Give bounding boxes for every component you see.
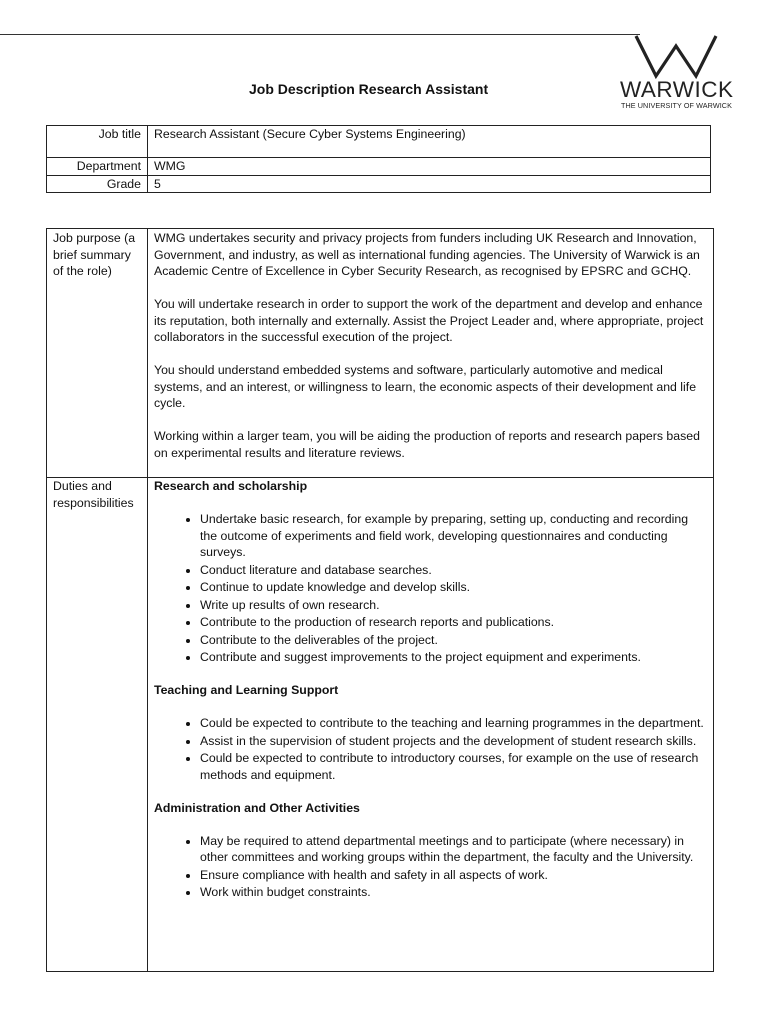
job-title-row	[47, 126, 711, 158]
list-item: • Could be expected to contribute to introductory courses, for example on the use of research methods and equipment.	[200, 750, 707, 783]
job-summary-table	[46, 125, 711, 193]
list-item: • Contribute and suggest improvements to the project equipment and experiments.	[200, 649, 707, 666]
list-item: • Undertake basic research, for example by preparing, setting up, conducting and recording the outcome of experiments and field work, developing questionnaires and conducting surveys.	[200, 511, 707, 561]
purpose-paragraph: You should understand embedded systems and software, particularly automotive and medical systems, and an interest, or willingness to learn, the economic aspects of their development and life cycle.	[154, 363, 697, 410]
purpose-paragraph: WMG undertakes security and privacy projects from funders including UK Research and Innovation, Government, and industry, as well as international funding agencies. The University of Warwick is an Academic Centre of Excellence in Cyber Security Research, as recognised by EPSRC and GCHQ.	[154, 231, 700, 278]
section-heading-teaching: Teaching and Learning Support	[154, 683, 339, 697]
logo-subtitle: THE UNIVERSITY OF WARWICK	[621, 101, 732, 110]
grade-value: 5	[148, 175, 711, 193]
job-purpose-label: Job purpose (a brief summary of the role)	[47, 229, 148, 478]
department-row	[47, 158, 711, 176]
administration-list	[154, 833, 707, 901]
warwick-logo	[618, 34, 742, 112]
job-title-label: Job title	[47, 126, 148, 158]
header-rule	[0, 34, 640, 35]
duties-label: Duties and responsibilities	[47, 478, 148, 972]
list-item: • Continue to update knowledge and develop skills.	[200, 579, 707, 596]
list-item: • Contribute to the production of research reports and publications.	[200, 614, 707, 631]
document-title: Job Description Research Assistant	[249, 81, 489, 97]
list-item: • Contribute to the deliverables of the project.	[200, 632, 707, 649]
job-title-value: Research Assistant (Secure Cyber Systems Engineering)	[148, 126, 711, 158]
department-value: WMG	[148, 158, 711, 176]
warwick-logo-mark-icon	[618, 34, 742, 80]
list-item: • Assist in the supervision of student projects and the development of student research skills.	[200, 733, 707, 750]
list-item: • Work within budget constraints.	[200, 884, 707, 901]
job-purpose-content	[148, 229, 714, 478]
list-item: • May be required to attend departmental meetings and to participate (where necessary) in other committees and working groups within the department, the faculty and the University.	[200, 833, 707, 866]
duties-content	[148, 478, 714, 972]
job-purpose-row	[47, 229, 714, 478]
job-details-table	[46, 228, 714, 972]
section-heading-administration: Administration and Other Activities	[154, 800, 360, 815]
purpose-paragraph: Working within a larger team, you will be aiding the production of reports and research papers based on experimental results and literature reviews.	[154, 429, 700, 460]
research-list	[154, 511, 707, 666]
section-heading-research: Research and scholarship	[154, 479, 308, 493]
grade-label: Grade	[47, 175, 148, 193]
grade-row	[47, 175, 711, 193]
department-label: Department	[47, 158, 148, 176]
list-item: • Conduct literature and database searches.	[200, 562, 707, 579]
list-item: • Could be expected to contribute to the teaching and learning programmes in the department.	[200, 715, 707, 732]
purpose-paragraph: You will undertake research in order to support the work of the department and develop and enhance its reputation, both internally and externally. Assist the Project Leader and, where appropriate, project collaborators in the successful execution of the project.	[154, 297, 704, 344]
logo-wordmark: WARWICK	[620, 77, 734, 102]
teaching-list	[154, 715, 707, 783]
list-item: • Ensure compliance with health and safety in all aspects of work.	[200, 867, 707, 884]
duties-row	[47, 478, 714, 972]
list-item: • Write up results of own research.	[200, 597, 707, 614]
